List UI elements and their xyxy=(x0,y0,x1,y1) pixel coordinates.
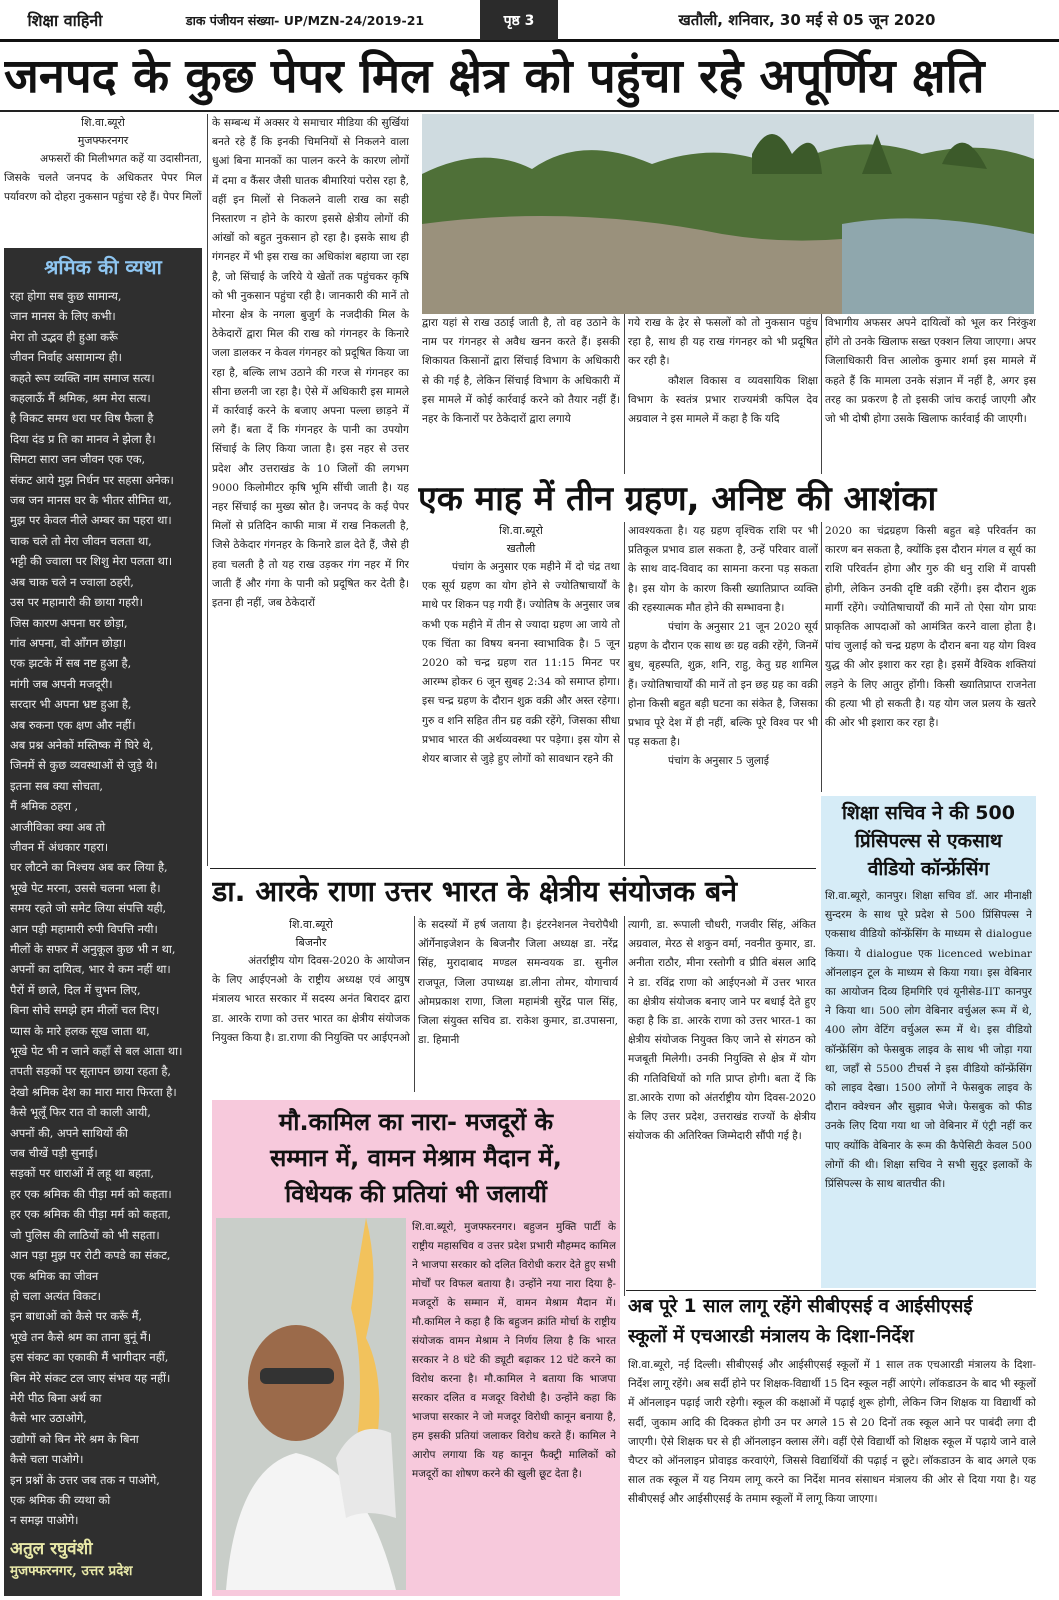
poem-line: अब चाक चले न ज्वाला ठहरी, xyxy=(10,574,134,589)
poem-line: बिन मेरे संकट टल जाए संभव यह नहीं। xyxy=(10,1370,171,1385)
col-divider xyxy=(624,522,625,866)
rana-col3-text: त्यागी, डा. रूपाली चौधरी, गजवीर सिंह, अंकित अग्रवाल, मेरठ से शकुन वर्मा, नवनीत कुमार, डा. अनीता राठौर, मीना रस्तोगी व प्रीति बंसल आदि ने डा. रविंद्र राणा को आईएनओ में उत्तर भारत का क्षेत्रीय संयोजक बनाए जाने पर बधाई देते हुए कहा है कि डा. आरके राणा को उत्तर भारत-1 का क्षेत्रीय संयोजक नियुक्त किए जाने से संगठन को मजबूती मिलेगी। उनकी नियुक्ति से क्षेत्र में योग की गतिविधियों को गति प्राप्त होगी। बता दें कि डा.आरके राणा को अंतर्राष्ट्रीय योग दिवस-2020 के लिए उत्तर प्रदेश, उत्तराखंड राज्यों के क्षेत्रीय संयोजक की अतिरिक्त जिम्मेदारी सौंपी गई है। xyxy=(628,919,816,1143)
poem-line: भूखे पेट भी न जाने कहाँ से बल आता था। xyxy=(10,1044,183,1059)
section-rule xyxy=(626,1290,1036,1291)
kamil-headline xyxy=(212,1100,620,1212)
poem-line: भूखे तन कैसे श्रम का ताना बुनूं मैं। xyxy=(10,1329,152,1344)
poem-line: जीवन में अंधकार गहरा। xyxy=(10,839,109,854)
poem-line: अपनों का दायित्व, भार ये कम नहीं था। xyxy=(10,962,171,977)
poem-line: आजीविका क्या अब तो xyxy=(10,819,106,834)
poem-line: इन बाधाओं को कैसे पर करूँ मैं, xyxy=(10,1309,142,1324)
poem-title: श्रमिक की व्यथा xyxy=(44,255,162,279)
kamil-photo xyxy=(216,1218,406,1590)
lead-col1-text: अफसरों की मिलीभगत कहें या उदासीनता, जिसके चलते जनपद के अधिकतर पेपर मिल पर्यावरण को दोहरा नुकसान पहुंचा रहे हैं। पेपर मिलों xyxy=(4,153,202,204)
poem-line: कहते रूप व्यक्ति नाम समाज सत्य। xyxy=(10,370,155,385)
grahan-col1-text: पंचांग के अनुसार एक महीने में दो चंद्र तथा एक सूर्य ग्रहण का योग होने से ज्योतिषाचार्यों के माथे पर शिकन पड़ गयी हैं। ज्योतिष के अनुसार जब कभी एक महीने में तीन से ज्यादा ग्रहण आ जाये तो एक चिंता का विषय बनना स्वाभाविक है। 5 जून 2020 को चन्द्र ग्रहण रात 11:15 मिनट पर आरम्भ होकर 6 जून सुबह 2:34 को समाप्त होगा। इस चन्द्र ग्रहण के दौरान शुक्र वक्री और अस्त रहेगा। गुरु व शनि सहित तीन ग्रह वक्री रहेंगे, जिसका सीधा प्रभाव भारत की अर्थव्यवस्था पर पड़ेगा। इस योग से शेयर बाजार से जुड़े हुए लोगों को सावधान रहने की xyxy=(422,561,620,766)
grahan-headline: एक माह में तीन ग्रहण, अनिष्ट की आशंका xyxy=(418,479,937,519)
poem-line: मैं श्रमिक ठहरा , xyxy=(10,799,79,814)
cbse-body: शि.वा.ब्यूरो, नई दिल्ली। सीबीएसई और आईसीएसई स्कूलों में 1 साल तक एचआरडी मंत्रालय के दिशा-निर्देश लागू रहेंगे। अब सर्दी होने पर शिक्षक-विद्यार्थी 15 दिन स्कूल नहीं आएंगे। लॉकडाउन के बाद भी स्कूलों में ऑनलाइन पढ़ाई जारी रहेगी। स्कूल की कक्षाओं में पढ़ाई शुरू होगी, लेकिन जिन शिक्षक या विद्यार्थी को सर्दी, जुकाम आदि की दिक्कत होगी उन पर अगले 15 से 20 दिनों तक स्कूल आने पर पाबंदी लगा दी जाएगी। ऐसे शिक्षक घर से ही ऑनलाइन क्लास लेंगे। वहीं ऐसे विद्यार्थी को शिक्षक स्कूल में पढ़ाये जाने वाले चैप्टर को ऑनलाइन प्रोवाइड करवाएंगे, जिससे विद्यार्थियों की पढ़ाई न छूटे। लॉकडाउन के बाद अगले एक साल तक स्कूल में यह नियम लागू करने का निर्देश मानव संसाधन मंत्रालय की ओर से दिया गया है। यह सीबीएसई और आईसीएसई के तमाम स्कूलों में लागू किया जाएगा। xyxy=(628,1359,1036,1506)
kamil-body: शि.वा.ब्यूरो, मुजफ्फरनगर। बहुजन मुक्ति पार्टी के राष्ट्रीय महासचिव व उत्तर प्रदेश प्रभारी मौहम्मद कामिल ने भाजपा सरकार को दलित विरोधी करार देते हुए सभी मोर्चों पर विफल बताया है। उन्होंने नया नारा दिया है-मजदूरों के सम्मान में, वामन मेश्राम मैदान में। मौ.कामिल ने कहा है कि बहुजन क्रांति मोर्चा के राष्ट्रीय संयोजक वामन मेश्राम ने निर्णय लिया है कि भारत सरकार ने 8 घंटे की ड्यूटी बढ़ाकर 12 घंटे करने का विरोध करना है। मौ.कामिल ने बताया कि भाजपा सरकार दलित व मजदूर विरोधी है। उन्होंने कहा कि भाजपा सरकार ने जो मजदूर विरोधी कानून बनाया है, हम इसकी प्रतियां जलाकर विरोध करते हैं। कामिल ने आरोप लगाया कि यह कानून फैक्ट्री मालिकों को मजदूरों का शोषण करने की खुली छूट देता है। xyxy=(412,1221,616,1480)
grahan-col2 xyxy=(628,522,818,866)
lead-col4-text-a: गये राख के ढ़ेर से फसलों को तो नुकसान पहुंच रहा है, साथ ही यह राख गंगनहर को भी प्रदूषित कर रही है। xyxy=(628,317,818,368)
poem-line: उद्योगों को बिन मेरे श्रम के बिना xyxy=(10,1431,139,1446)
poem-line: मीलों के सफर में अनुकूल कुछ भी न था, xyxy=(10,942,176,956)
lead-col2-text: के सम्बन्ध में अक्सर ये समाचार मीडिया की सुर्खियां बनते रहे हैं कि इनकी चिमनियों से निकलने वाला धुआं बिना मानकों का पालन करने के कारण लोगों में दमा व कैंसर जैसी घातक बीमारियां परोस रहा है, वहीं इन मिलों से निकलने वाली राख का सही निस्तारण न होने के कारण इससे क्षेत्रीय लोगों की आंखों को बहुत नुकसान हो रहा है। इसके साथ ही गंगनहर में भी इस राख का अधिकांश बहाया जा रहा है, जो सिंचाई के जरिये ये खेतों तक पहुंचकर कृषि को भी नुकसान पहुंचा रही है। जानकारी की मानें तो मोरना क्षेत्र के नगला बुजुर्ग के नजदीकी मिल के ठेकेदारों द्वारा मिल की राख को गंगनहर के किनारे जला डालकर न केवल गंगनहर को प्रदूषित किया जा रहा है, बल्कि लाभ उठाने की गरज से गंगनहर का सीना छलनी जा रहा है। ऐसे में अधिकारी इस मामले में कार्रवाई करने के बजाए अपना पल्ला छाड़ने में लगे हैं। बता दें कि गंगनहर के पानी का उपयोग सिंचाई के लिए किया जाता है। इस नहर से उत्तर प्रदेश और उत्तराखंड के 10 जिलों की लगभग 9000 किलोमीटर कृषि भूमि सींची जाती है। यह नहर सिंचाई का मुख्य स्रोत है। जनपद के कई पेपर मिलों से प्रतिदिन काफी मात्रा में राख निकलती है, जिसे ठेकेदार गंगनहर के किनारे डाल देते हैं, जैसे ही हवा चलती है तो यह राख उड़कर गंग नहर में गिर जाती हैं और गंगा के पानी को प्रदूषित कर देती है। इतना ही नहीं, जब ठेकेदारों xyxy=(212,117,409,610)
poem-box xyxy=(4,248,202,1596)
poem-line: हो चला अत्यंत विकट। xyxy=(10,1288,101,1303)
poem-line: संकट आये मुझ निर्धन पर सहसा अनेक। xyxy=(10,472,174,487)
poem-line: जान मानस के लिए कभी। xyxy=(10,309,116,324)
sachiv-body: शि.वा.ब्यूरो, कानपुर। शिक्षा सचिव डॉ. आर मीनाक्षी सुन्दरम के साथ पूरे प्रदेश से 500 प्रिंसिपल्स ने एकसाथ वीडियो कॉन्फ्रेंसिंग के माध्यम से dialogue किया। ये dialogue एक licenced webinar ऑनलाइन टूल के माध्यम से किया गया। इस वेबिनार का आयोजन दिव्य हिमगिरि एवं यूनीसेड-IIT कानपुर ने किया था। 500 लोग वेबिनार वर्चुअल रूम में थे, 400 लोग वेटिंग वर्चुअल रूम में थे। इस वीडियो कॉन्फ्रेंसिंग को फेसबुक लाइव के साथ भी जोड़ा गया था, जहाँ से 5500 टीचर्स ने इस वीडियो कॉन्फ्रेंसिंग को लाइव देखा। 1500 लोगों ने फेसबुक लाइव के दौरान क्वेश्चन और सुझाव भेजे। फेसबुक को फीड उनके लिए दिया गया था जो वेबिनार में एंट्री नहीं कर पाए क्योंकि वेबिनार के रूम की कैपेसिटी केवल 500 लोगों की थी। शिक्षा सचिव ने सभी सुदूर इलाकों के प्रिंसिपल्स के साथ बातचीत की। xyxy=(825,890,1032,1191)
poem-lines xyxy=(10,286,196,1531)
rana-col2 xyxy=(418,916,618,1092)
poem-line: तपती सड़कों पर सूतापन छाया रहता है, xyxy=(10,1064,171,1079)
lead-byline-city: मुजफ्फरनगर xyxy=(77,134,129,147)
poem-line: जब चीखें पड़ी सुनाई। xyxy=(10,1146,98,1161)
poem-line: आन पड़ी महामारी रुपी विपत्ति नयी। xyxy=(10,921,158,936)
poem-line: अपनों की, अपने साथियों की xyxy=(10,1125,128,1140)
poem-line: इतना सब क्या सोचता, xyxy=(10,778,104,793)
poem-line: मेरा तो उद्भव ही हुआ करूँ xyxy=(10,329,118,344)
lead-col4 xyxy=(628,314,818,474)
cbse-headline-1: अब पूरे 1 साल लागू रहेंगे सीबीएसई व आईसीएसई xyxy=(628,1296,973,1317)
grahan-col1 xyxy=(422,522,620,866)
poem-author-place: मुजफ्फरनगर, उत्तर प्रदेश xyxy=(10,1562,133,1579)
poem-line: एक झटके में सब नष्ट हुआ है, xyxy=(10,656,132,671)
poem-line: पैरों में छाले, दिल में चुभन लिए, xyxy=(10,982,141,997)
masthead xyxy=(0,0,1059,42)
poem-line: सरदार भी अपना भ्रष्ट हुआ है, xyxy=(10,697,132,712)
kamil-photo-art xyxy=(216,1218,406,1590)
rana-col2-text: के सदस्यों में हर्ष जताया है। इंटरनेशनल नेचरोपैथी ऑर्गेनाइजेशन के बिजनौर जिला अध्यक्ष डा. नरेंद्र सिंह, मुरादाबाद मण्डल समन्वयक डा. सुनील राजपूत, जिला उपाध्यक्ष डा.लीना तोमर, योगाचार्य ओमप्रकाश राणा, जिला महामंत्री सुरेंद्र पाल सिंह, जिला संयुक्त सचिव डा. राकेश कुमार, डा.उपासना, डा. हिमानी xyxy=(418,919,618,1047)
kamil-box xyxy=(212,1100,620,1596)
col-divider xyxy=(207,114,208,866)
lead-col5-text: विभागीय अफसर अपने दायित्वों को भूल कर निरंकुश होंगे तो उनके खिलाफ सख्त एक्शन लिया जाएगा। अपर जिलाधिकारी वित्त आलोक कुमार शर्मा इस मामले में कहते हैं कि मामला उनके संज्ञान में नहीं है, अगर इस तरह का प्रकरण है तो इसकी जांच कराई जाएगी और जो भी दोषी होगा उसके खिलाफ कार्रवाई की जाएगी। xyxy=(825,317,1036,426)
col-divider xyxy=(821,522,822,792)
lead-col1 xyxy=(4,114,202,234)
dateline: खतौली, शनिवार, 30 मई से 05 जून 2020 xyxy=(678,11,936,29)
poem-author: अतुल रघुवंशी xyxy=(10,1538,93,1559)
grahan-col3-text: 2020 का चंद्रग्रहण किसी बहुत बड़े परिवर्तन का कारण बन सकता है, क्योंकि इस दौरान मंगल व सूर्य का राशि परिवर्तन होगा और गुरु की धनु राशि में वापसी होगी, लेकिन उनकी दृष्टि वक्री रहेंगी। इस दौरान शुक्र मार्गी रहेंगे। ज्योतिषाचार्यों की मानें तो ऐसा योग प्रायः प्राकृतिक आपदाओं को आमंत्रित करने वाला होता है। पांच जुलाई को चन्द्र ग्रहण के दौरान बना यह योग विश्व युद्ध की ओर इशारा कर रहा है। इसमें वैश्विक शक्तियां लड़ने के लिए आतुर होंगी। किसी ख्यातिप्राप्त राजनेता की हत्या भी हो सकती है। यह योग जल प्रलय के खतरे की ओर भी इशारा कर रहा है। xyxy=(825,525,1036,730)
registration-number: डाक पंजीयन संख्या- UP/MZN-24/2019-21 xyxy=(185,12,425,28)
poem-line: जब जन मानस घर के भीतर सीमित था, xyxy=(10,493,172,508)
poem-line: गांव अपना, वो आँगन छोड़ा। xyxy=(10,635,127,650)
section-rule xyxy=(210,868,816,869)
poem-line: हर एक श्रमिक की पीड़ा मर्म को कहता, xyxy=(10,1207,172,1222)
cbse-headline-2: स्कूलों में एचआरडी मंत्रालय के दिशा-निर्देश xyxy=(628,1326,914,1347)
lead-col4-text-b: कौशल विकास व व्यवसायिक शिक्षा विभाग के स्वतंत्र प्रभार राज्यमंत्री कपिल देव अग्रवाल ने इस मामले में कहा है कि यदि xyxy=(628,374,818,426)
lead-col3-text: द्वारा यहां से राख उठाई जाती है, तो वह उठाने के नाम पर गंगनहर से अवैध खनन करते हैं। इसकी शिकायत किसानों द्वारा सिंचाई विभाग के अधिकारी से की गई है, लेकिन सिंचाई विभाग के अधिकारी में इस मामले में कोई कार्रवाई करने को तैयार नहीं हैं। नहर के किनारों पर ठेकेदारों द्वारा लगाये xyxy=(422,317,620,426)
poem-line: उस पर महामारी की छाया गहरी। xyxy=(10,595,143,610)
poem-line: भट्टी की ज्वाला पर शिशु मेरा पलता था। xyxy=(10,554,173,569)
grahan-col2-text-b: पंचांग के अनुसार 21 जून 2020 सूर्य ग्रहण के दौरान एक साथ छः ग्रह वक्री रहेंगे, जिनमें बुध, बृहस्पति, शुक्र, शनि, राहु, केतु ग्रह शामिल हैं। ज्योतिषाचार्यों की मानें तो इन छह ग्रह का वक्री होना किसी बहुत बड़ी घटना का संकेत है, जिसका प्रभाव पूरे देश में ही नहीं, बल्कि पूरे विश्व पर भी पड़ सकता है। xyxy=(628,621,818,749)
kamil-headline-2: सम्मान में, वामन मेश्राम मैदान में, xyxy=(270,1144,562,1172)
poem-line: एक श्रमिक का जीवन xyxy=(10,1268,99,1283)
cbse-article xyxy=(628,1292,1036,1596)
col-divider xyxy=(414,916,415,1092)
poem-line: हर एक श्रमिक की पीड़ा मर्म को कहता। xyxy=(10,1186,172,1201)
kamil-headline-3: विधेयक की प्रतियां भी जलायीं xyxy=(285,1180,547,1208)
kamil-headline-1: मौ.कामिल का नारा- मजदूरों के xyxy=(278,1108,554,1136)
poem-line: जो पुलिस की लाठियों को भी सहता। xyxy=(10,1227,160,1242)
rana-col1 xyxy=(212,916,410,1092)
rana-byline-bureau: शि.वा.ब्यूरो xyxy=(289,918,333,931)
poem-line: न समझ पाओगे। xyxy=(10,1513,79,1528)
grahan-col2-text-c: पंचांग के अनुसार 5 जुलाई xyxy=(668,755,769,768)
grahan-col3 xyxy=(825,522,1036,794)
poem-line: है विकट समय धरा पर विष फैला है xyxy=(10,411,154,426)
sachiv-headline-2: प्रिंसिपल्स से एकसाथ xyxy=(854,830,1002,852)
sachiv-headline-3: वीडियो कॉन्फ्रेंसिंग xyxy=(867,858,990,880)
poem-line: मुझ पर केवल नीले अम्बर का पहरा था। xyxy=(10,513,172,528)
poem-line: चाक चले तो मेरा जीवन चलता था, xyxy=(10,533,152,548)
poem-line: मेरी पीठ बिना अर्थ का xyxy=(10,1390,102,1405)
col-divider xyxy=(624,314,625,474)
poem-line: जीवन निर्वाह असामान्य ही। xyxy=(10,350,122,365)
lead-headline: जनपद के कुछ पेपर मिल क्षेत्र को पहुंचा रहे अपूर्णिय क्षति xyxy=(4,49,985,104)
rana-col1-text: अंतर्राष्ट्रीय योग दिवस-2020 के आयोजन के लिए आईएनओ के राष्ट्रीय अध्यक्ष एवं आयुष मंत्रालय भारत सरकार में सदस्य अनंत बिरादर द्वारा डा. आरके राणा को उत्तर भारत का क्षेत्रीय संयोजक नियुक्त किया है। डा.राणा की नियुक्ति पर आईएनओ xyxy=(212,955,410,1044)
lead-col2 xyxy=(212,114,409,866)
poem-line: सड़कों पर धाराओं में लहू था बहता, xyxy=(10,1166,154,1181)
poem-line: जिस कारण अपना घर छोड़ा, xyxy=(10,615,128,630)
poem-line: सिमटा सारा जन जीवन एक एक, xyxy=(10,452,146,467)
lead-rule xyxy=(0,110,1059,112)
poem-line: बिना सोचे समझे हम मीलों चल दिए। xyxy=(10,1003,160,1018)
grahan-byline-bureau: शि.वा.ब्यूरो xyxy=(499,524,543,537)
photo-canal-field xyxy=(422,114,1034,314)
poem-line: कहलाऊँ मैं श्रमिक, श्रम मेरा सत्य। xyxy=(10,391,151,406)
rana-byline-city: बिजनौर xyxy=(295,936,327,949)
page-number: पृष्ठ 3 xyxy=(480,0,558,40)
lead-col5 xyxy=(825,314,1036,474)
poem-line: देखो श्रमिक देश का मारा मारा फिरता है। xyxy=(10,1084,177,1099)
poem-line: जिनमें से कुछ व्यवस्थाओं से जुड़े थे। xyxy=(10,758,158,773)
poem-line: मांगी जब अपनी मजदूरी। xyxy=(10,676,113,691)
poem-line: अब रुकना एक क्षण और नहीं। xyxy=(10,717,136,732)
col-divider xyxy=(821,314,822,474)
poem-line: समय रहते जो समेट लिया संपत्ति यही, xyxy=(10,901,167,916)
grahan-col2-text-a: आवश्यकता है। यह ग्रहण वृश्चिक राशि पर भी प्रतिकूल प्रभाव डाल सकता है, उन्हें परिवार वालों के साथ वाद-विवाद का सामना करना पड़ सकता है। इस योग के कारण किसी ख्यातिप्राप्त व्यक्ति की रहस्यात्मक मौत होने की सम्भावना है। xyxy=(628,525,818,614)
poem-line: कैसे भूलूँ फिर रात वो काली आयी, xyxy=(10,1105,151,1120)
poem-line: दिया दंड प्र ति का मानव ने झेला है। xyxy=(10,431,156,446)
rana-col3 xyxy=(628,916,816,1288)
poem-line: इस संकट का एकाकी मैं भागीदार नहीं, xyxy=(10,1350,169,1365)
lead-byline-bureau: शि.वा.ब्यूरो xyxy=(81,116,125,129)
grahan-byline-city: खतौली xyxy=(506,542,536,555)
poem-line: एक श्रमिक की व्यथा को xyxy=(10,1492,111,1507)
poem-line: अब प्रश्न अनेकों मस्तिष्क में घिरे थे, xyxy=(10,737,154,752)
sachiv-box xyxy=(821,796,1036,1288)
poem-line: प्यास के मारे हलक सूख जाता था, xyxy=(10,1023,150,1038)
poem-line: घर लौटने का निश्चय अब कर लिया है, xyxy=(10,860,168,875)
kamil-body-col xyxy=(412,1218,616,1590)
poem-line: इन प्रश्नों के उत्तर जब तक न पाओगे, xyxy=(10,1472,160,1487)
lead-col3 xyxy=(422,314,620,474)
poem-line: आन पड़ा मुझ पर रोटी कपडे का संकट, xyxy=(10,1248,171,1263)
photo-canal-field-art xyxy=(422,114,1034,314)
rana-headline: डा. आरके राणा उत्तर भारत के क्षेत्रीय संयोजक बने xyxy=(212,875,738,908)
sachiv-headline-1: शिक्षा सचिव ने की 500 xyxy=(842,802,1015,824)
col-divider xyxy=(624,916,625,1296)
poem-line: रहा होगा सब कुछ सामान्य, xyxy=(10,289,122,303)
paper-name: शिक्षा वाहिनी xyxy=(27,11,103,30)
poem-line: कैसे चला पाओगे। xyxy=(10,1452,84,1467)
poem-line: भूखे पेट मरना, उससे चलना भला है। xyxy=(10,880,161,895)
poem-line: कैसे भार उठाओगे, xyxy=(10,1411,87,1426)
